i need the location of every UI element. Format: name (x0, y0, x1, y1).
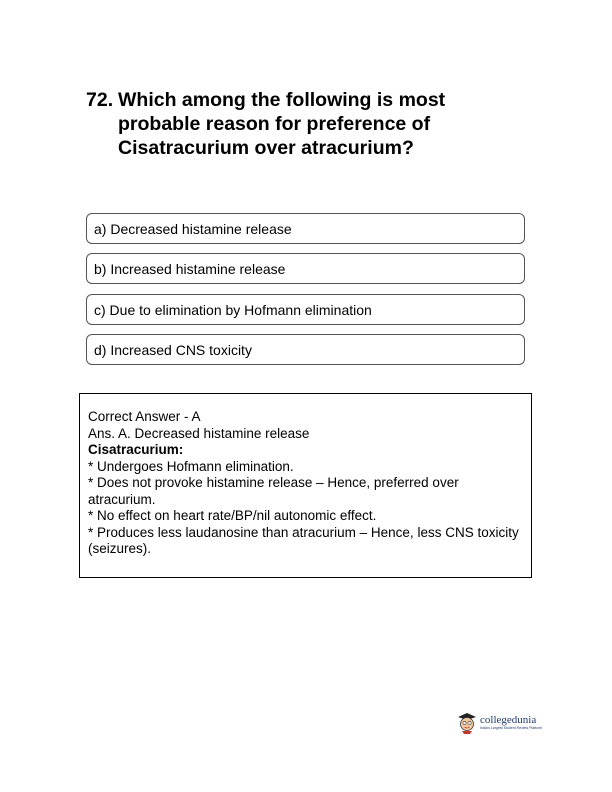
option-d[interactable]: d) Increased CNS toxicity (86, 334, 525, 365)
answer-box (79, 393, 532, 578)
option-b[interactable]: b) Increased histamine release (86, 253, 525, 284)
option-a[interactable]: a) Decreased histamine release (86, 213, 525, 244)
correct-answer: Correct Answer - A (88, 409, 201, 424)
collegedunia-logo (456, 708, 556, 736)
question-number: 72. (86, 89, 114, 111)
answer-point: * Undergoes Hofmann elimination. (88, 458, 294, 474)
answer-point: * Produces less laudanosine than atracurium – Hence, less CNS toxicity (seizures). (88, 524, 519, 556)
answer-point: * No effect on heart rate/BP/nil autonomic effect. (88, 508, 377, 523)
mascot-icon (456, 710, 478, 734)
answer-line: Ans. A. Decreased histamine release (88, 425, 310, 441)
question (86, 88, 506, 160)
answer-heading: Cisatracurium: (88, 442, 184, 457)
option-c[interactable]: c) Due to elimination by Hofmann elimination (86, 294, 525, 325)
logo-name: collegedunia (480, 713, 537, 726)
question-text: Which among the following is most probable reason for preference of Cisatracurium over atracurium? (118, 89, 446, 159)
logo-tagline: India's Largest Student Review Platform (480, 725, 543, 730)
answer-point: * Does not provoke histamine release – Hence, preferred over atracurium. (88, 475, 459, 507)
